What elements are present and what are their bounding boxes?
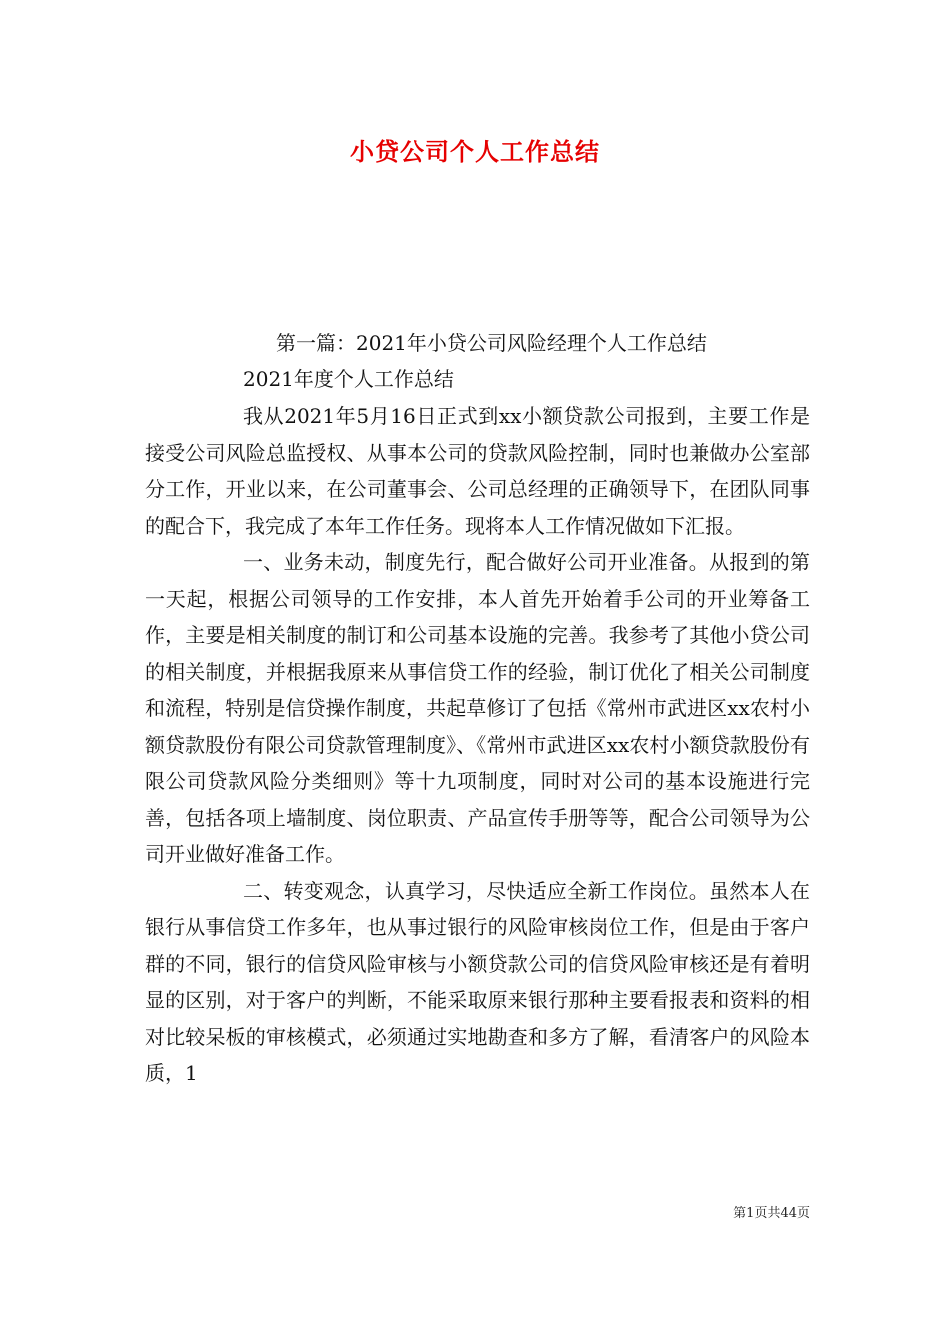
year-heading: 2021年度个人工作总结 — [243, 367, 454, 391]
document-title: 小贷公司个人工作总结 — [350, 138, 600, 166]
section-heading: 第一篇：2021年小贷公司风险经理个人工作总结 — [276, 331, 707, 355]
paragraph-section-one: 一、业务未动，制度先行，配合做好公司开业准备。从报到的第一天起，根据公司领导的工作安排，本人首先开始着手公司的开业筹备工作，主要是相关制度的制订和公司基本设施的完善。我参考了其他小贷公司的相关制度，并根据我原来从事信贷工作的经验，制订优化了相关公司制度和流程，特别是信贷操作制度，共起草修订了包括《常州市武进区xx农村小额贷款股份有限公司贷款管理制度》、《常州市武进区xx农村小额贷款股份有限公司贷款风险分类细则》等十九项制度，同时对公司的基本设施进行完善，包括各项上墙制度、岗位职责、产品宣传手册等等，配合公司领导为公司开业做好准备工作。 — [145, 550, 810, 866]
paragraph-intro: 我从2021年5月16日正式到xx小额贷款公司报到，主要工作是接受公司风险总监授权、从事本公司的贷款风险控制，同时也兼做办公室部分工作，开业以来，在公司董事会、公司总经理的正确领导下，在团队同事的配合下，我完成了本年工作任务。现将本人工作情况做如下汇报。 — [145, 404, 810, 538]
body-text — [145, 398, 810, 1092]
page-number: 第1页共44页 — [733, 1206, 810, 1221]
paragraph-section-two: 二、转变观念，认真学习，尽快适应全新工作岗位。虽然本人在银行从事信贷工作多年，也从事过银行的风险审核岗位工作，但是由于客户群的不同，银行的信贷风险审核与小额贷款公司的信贷风险审核还是有着明显的区别，对于客户的判断，不能采取原来银行那种主要看报表和资料的相对比较呆板的审核模式，必须通过实地勘查和多方了解，看清客户的风险本质，1 — [145, 878, 810, 1085]
